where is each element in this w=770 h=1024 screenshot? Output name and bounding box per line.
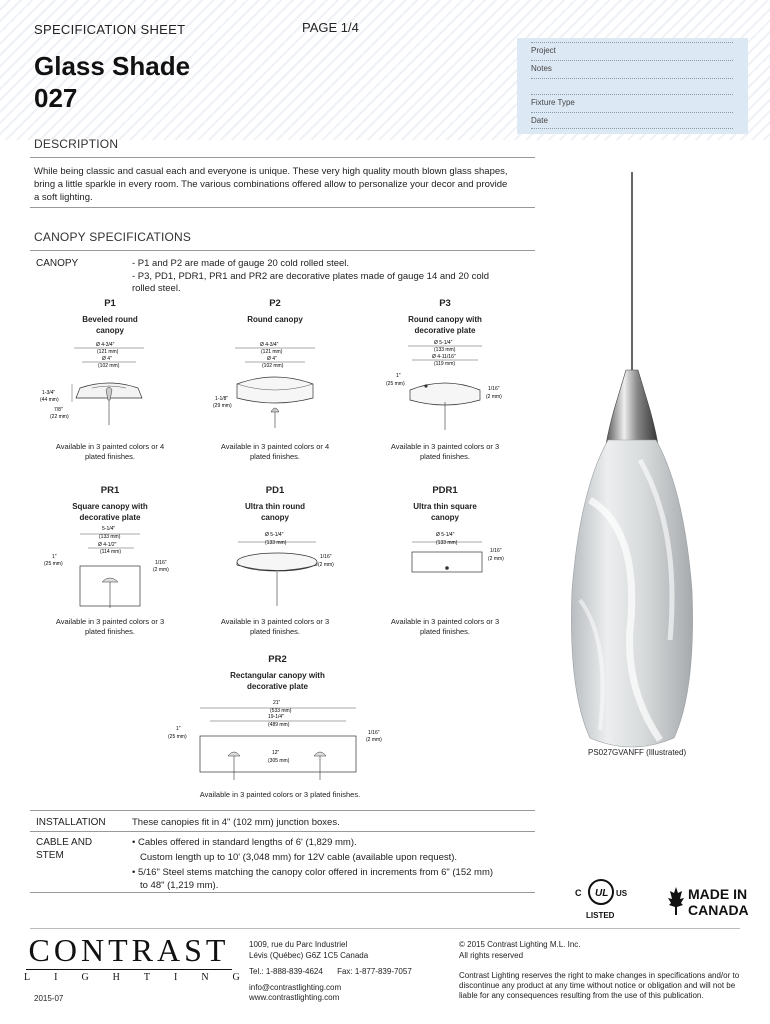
page-number: PAGE 1/4 (302, 20, 359, 35)
canopy-pdr1 (385, 485, 505, 523)
dim-label: (2 mm) (486, 394, 502, 400)
description-heading: DESCRIPTION (34, 137, 119, 151)
dim-label: 1/16" (155, 560, 167, 566)
project-info-box (517, 38, 748, 134)
dim-label: (533 mm) (270, 708, 292, 714)
canopy-code: P1 (104, 298, 116, 309)
dim-label: 1-3/4" (42, 390, 56, 396)
canopy-name: Ultra thin square canopy (413, 502, 477, 522)
dim-label: (22 mm) (50, 414, 69, 420)
divider (30, 157, 535, 158)
canopy-p3 (385, 298, 505, 336)
dim-label: (102 mm) (262, 363, 284, 369)
dim-label: (121 mm) (261, 349, 283, 355)
pr2-diagram (160, 696, 400, 782)
p1-diagram (36, 340, 176, 430)
divider (30, 810, 535, 811)
footer-divider (30, 928, 740, 929)
info-divider (531, 94, 733, 95)
dim-label: (121 mm) (97, 349, 119, 355)
installation-text: These canopies fit in 4" (102 mm) junction boxes. (132, 817, 340, 828)
logo-rule (26, 969, 232, 970)
cable-bullet-text: 5/16" Steel stems matching the canopy color offered in increments from 6" (152 mm) (137, 867, 494, 878)
cable-label-line-1: CABLE AND (36, 837, 93, 848)
canopy-note: Available in 3 painted colors or 4 plated finishes. (220, 442, 330, 461)
canopy-p1 (50, 298, 170, 336)
dim-label: (2 mm) (318, 562, 334, 568)
ul-listed-icon (573, 874, 635, 922)
canopy-name: Ultra thin round canopy (245, 502, 305, 522)
canopy-pd1 (215, 485, 335, 523)
p3-diagram (370, 338, 520, 433)
dim-label: 5-1/4" (102, 526, 116, 532)
info-divider (531, 60, 733, 61)
ul-listed: LISTED (586, 911, 615, 920)
canopy-bullet-1: - P1 and P2 are made of gauge 20 cold rolled steel. (132, 258, 350, 269)
dim-label: (2 mm) (488, 556, 504, 562)
canopy-note: Available in 3 painted colors or 3 plated finishes. (390, 617, 500, 636)
cable-bullet-text: to 48" (1,219 mm). (140, 880, 219, 891)
canopy-note: Available in 3 painted colors or 3 plated finishes. (55, 617, 165, 636)
canopy-code: PD1 (265, 485, 285, 496)
dim-label: 21" (273, 700, 281, 706)
info-fixture-type: Fixture Type (531, 98, 575, 107)
logo-wordmark: CONTRAST (28, 932, 230, 968)
canopy-code: PDR1 (432, 485, 458, 496)
pr1-diagram (30, 522, 180, 612)
cable-bullet-text: Custom length up to 10' (3,048 mm) for 12V cable (available upon request). (140, 852, 458, 863)
canopy-name: Rectangular canopy with decorative plate (230, 671, 325, 691)
info-notes: Notes (531, 64, 552, 73)
dim-label: (133 mm) (265, 540, 287, 546)
divider (30, 207, 535, 208)
divider (30, 892, 535, 893)
dim-label: 1" (52, 554, 57, 560)
info-divider (531, 42, 733, 43)
dim-label: 19-1/4" (268, 714, 284, 720)
dim-label: 1/16" (488, 386, 500, 392)
dim-label: Ø 5-1/4" (434, 340, 453, 346)
phone-number: Tel.: 1-888-839-4624 (249, 967, 323, 976)
canopy-bullet-2: - P3, PD1, PDR1, PR1 and PR2 are decorative plates made of gauge 14 and 20 cold rolled steel. (132, 271, 489, 294)
dim-label: Ø 5-1/4" (265, 532, 284, 538)
cable-bullet-2: • 5/16" Steel stems matching the canopy color offered in increments from 6" (152 mm) (132, 867, 494, 878)
info-divider (531, 128, 733, 129)
dim-label: (133 mm) (436, 540, 458, 546)
dim-label: (2 mm) (153, 567, 169, 573)
canopy-pr1 (50, 485, 170, 523)
dim-label: 12" (272, 750, 280, 756)
fax-number: Fax: 1-877-839-7057 (337, 967, 412, 976)
canopy-code: PR1 (100, 485, 120, 496)
dim-label: 1/16" (368, 730, 380, 736)
canopy-note: Available in 3 painted colors or 3 plated finishes. (390, 442, 500, 461)
footer-legal (459, 940, 749, 1001)
dim-label: Ø 4" (102, 356, 112, 362)
divider (30, 831, 535, 832)
dim-label: Ø 4-3/4" (260, 342, 279, 348)
rights-text: All rights reserved (459, 951, 524, 960)
dim-label: Ø 4-1/2" (98, 542, 117, 548)
installation-label: INSTALLATION (36, 817, 106, 828)
dim-label: (305 mm) (268, 758, 290, 764)
canopy-name: Square canopy with decorative plate (72, 502, 148, 522)
dim-label: 7/8" (54, 407, 63, 413)
dim-label: (133 mm) (99, 534, 121, 540)
copyright: © 2015 Contrast Lighting M.L. Inc. (459, 940, 581, 949)
contrast-logo (24, 932, 264, 983)
phone-row (249, 967, 412, 977)
maple-leaf-icon (668, 887, 684, 915)
email-link[interactable]: info@contrastlighting.com (249, 983, 342, 992)
cable-label-line-2: STEM (36, 850, 64, 861)
canopy-note: Available in 3 painted colors or 3 plated finishes. (199, 790, 361, 799)
divider (30, 250, 535, 251)
dim-label: (25 mm) (386, 381, 405, 387)
dim-label: (25 mm) (168, 734, 187, 740)
info-date: Date (531, 116, 548, 125)
canopy-label: CANOPY (36, 258, 79, 269)
canopy-p2 (215, 298, 335, 325)
ul-mark: UL (595, 888, 609, 899)
dim-label: 1/16" (320, 554, 332, 560)
description-text: While being classic and casual each and everyone is unique. These very high quality mouth blown glass shapes, bring a little sparkle in every room. The various combinations offered allow to personalize your decor and provide a soft lighting. (34, 166, 508, 203)
dim-label: (114 mm) (100, 549, 122, 555)
dim-label: (44 mm) (40, 397, 59, 403)
pdr1-diagram (400, 528, 520, 578)
website-link[interactable]: www.contrastlighting.com (249, 993, 340, 1002)
dim-label: Ø 4-11/16" (432, 354, 456, 360)
logo-subtitle: LIGHTING (24, 972, 264, 983)
dim-label: 1/16" (490, 548, 502, 554)
canopy-code: P3 (439, 298, 451, 309)
pd1-diagram (220, 528, 340, 608)
dim-label: (102 mm) (98, 363, 120, 369)
dim-label: Ø 5-1/4" (436, 532, 455, 538)
canopy-name: Round canopy with decorative plate (408, 315, 482, 335)
canopy-note: Available in 3 painted colors or 4 plated finishes. (55, 442, 165, 461)
address-line-1: 1009, rue du Parc Industriel (249, 940, 348, 949)
canopy-heading: CANOPY SPECIFICATIONS (34, 230, 192, 244)
dim-label: Ø 4" (267, 356, 277, 362)
dim-label: 1-1/8" (215, 396, 229, 402)
info-divider (531, 78, 733, 79)
document-code: 2015-07 (34, 994, 64, 1003)
info-project: Project (531, 46, 556, 55)
canopy-note: Available in 3 painted colors or 3 plated finishes. (220, 617, 330, 636)
footer-address (249, 940, 412, 1003)
canopy-name: Round canopy (247, 315, 303, 324)
ul-us: US (616, 889, 628, 898)
p2-diagram (205, 340, 345, 430)
dim-label: (119 mm) (434, 361, 456, 367)
cable-details (132, 836, 532, 892)
info-divider (531, 112, 733, 113)
made-in-text: MADE IN (688, 886, 748, 902)
dim-label: (2 mm) (366, 737, 382, 743)
dim-label: (29 mm) (213, 403, 232, 409)
dim-label: (489 mm) (268, 722, 290, 728)
pendant-illustration (560, 170, 710, 750)
canopy-pr2 (215, 654, 340, 692)
dim-label: (25 mm) (44, 561, 63, 567)
title-line-1: Glass Shade (34, 51, 191, 81)
ul-c: C (575, 888, 582, 898)
dim-label: 1" (396, 373, 401, 379)
address-line-2: Lévis (Québec) G6Z 1C5 Canada (249, 951, 369, 960)
canopy-code: P2 (269, 298, 281, 309)
disclaimer: Contrast Lighting reserves the right to make changes in specifications and/or to discontinue any product at any time without notice or obligation and will not be liable for any consequences resulting from the use of this publication. (459, 971, 740, 1000)
cable-bullet-text: Cables offered in standard lengths of 6' (1,829 mm). (137, 837, 357, 848)
dim-label: (133 mm) (434, 347, 456, 353)
canada-text: CANADA (688, 902, 749, 918)
title-line-2: 027 (34, 83, 78, 113)
sheet-label: SPECIFICATION SHEET (34, 22, 186, 37)
canopy-code: PR2 (268, 654, 287, 665)
dim-label: Ø 4-3/4" (96, 342, 115, 348)
page-title (34, 50, 190, 114)
product-caption: PS027GVANFF (Illustrated) (588, 748, 687, 757)
made-in-canada-badge (666, 885, 756, 921)
cable-label (36, 836, 92, 862)
cable-bullet-1: • Cables offered in standard lengths of 6' (1,829 mm). (132, 837, 357, 848)
canopy-name: Beveled round canopy (82, 315, 138, 335)
dim-label: 1" (176, 726, 181, 732)
